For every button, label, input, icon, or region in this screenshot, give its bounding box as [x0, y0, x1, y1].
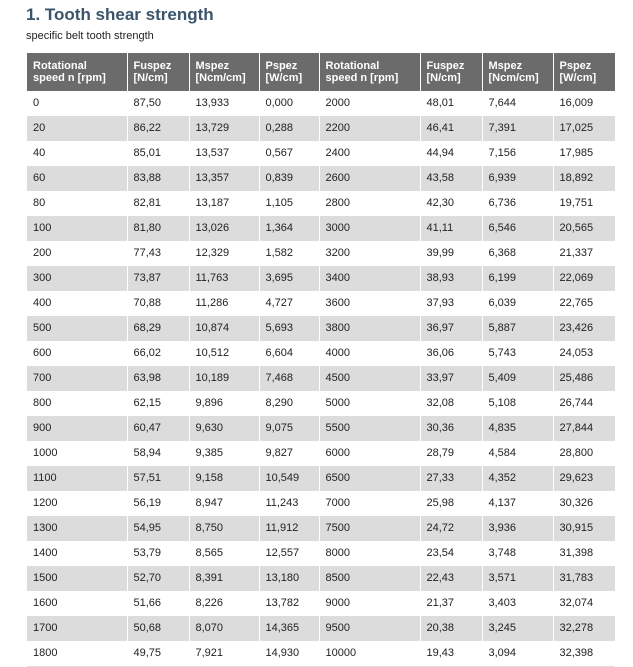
table-cell: 22,43 — [420, 566, 482, 591]
table-cell: 20 — [27, 116, 127, 141]
table-cell: 500 — [27, 316, 127, 341]
table-cell: 7000 — [319, 491, 420, 516]
table-cell: 8000 — [319, 541, 420, 566]
table-cell: 3600 — [319, 291, 420, 316]
column-header-line: Rotational — [325, 60, 380, 72]
table-cell: 5,108 — [482, 391, 553, 416]
column-header-line: [N/cm] — [133, 72, 168, 84]
table-cell: 6,604 — [259, 341, 319, 366]
table-cell: 16,009 — [553, 91, 615, 116]
table-cell: 3000 — [319, 216, 420, 241]
table-cell: 1,105 — [259, 191, 319, 216]
table-cell: 13,729 — [189, 116, 259, 141]
table-cell: 1300 — [27, 516, 127, 541]
table-cell: 63,98 — [127, 366, 189, 391]
table-cell: 10,189 — [189, 366, 259, 391]
column-header-line: Rotational — [33, 60, 87, 72]
table-cell: 83,88 — [127, 166, 189, 191]
table-cell: 17,985 — [553, 141, 615, 166]
table-row — [27, 141, 615, 166]
column-header — [420, 53, 482, 91]
header-row — [27, 53, 615, 91]
table-cell: 3,571 — [482, 566, 553, 591]
table-cell: 1200 — [27, 491, 127, 516]
table-cell: 4500 — [319, 366, 420, 391]
table-cell: 25,98 — [420, 491, 482, 516]
table-cell: 19,43 — [420, 641, 482, 667]
table-cell: 3,695 — [259, 266, 319, 291]
table-cell: 19,751 — [553, 191, 615, 216]
table-cell: 14,365 — [259, 616, 319, 641]
table-row — [27, 516, 615, 541]
table-cell: 10000 — [319, 641, 420, 667]
table-cell: 10,549 — [259, 466, 319, 491]
table-cell: 33,97 — [420, 366, 482, 391]
column-header-line: [Ncm/cm] — [195, 72, 246, 84]
table-header — [27, 53, 615, 91]
table-cell: 3,936 — [482, 516, 553, 541]
table-cell: 8,565 — [189, 541, 259, 566]
table-row — [27, 191, 615, 216]
table-body — [27, 91, 615, 667]
table-cell: 4,727 — [259, 291, 319, 316]
table-cell: 17,025 — [553, 116, 615, 141]
table-cell: 31,783 — [553, 566, 615, 591]
table-cell: 900 — [27, 416, 127, 441]
table-cell: 4,835 — [482, 416, 553, 441]
table-cell: 86,22 — [127, 116, 189, 141]
table-cell: 5500 — [319, 416, 420, 441]
table-cell: 1600 — [27, 591, 127, 616]
table-cell: 77,43 — [127, 241, 189, 266]
table-cell: 30,326 — [553, 491, 615, 516]
table-cell: 6,199 — [482, 266, 553, 291]
table-cell: 23,426 — [553, 316, 615, 341]
table-cell: 52,70 — [127, 566, 189, 591]
table-cell: 50,68 — [127, 616, 189, 641]
table-cell: 21,337 — [553, 241, 615, 266]
table-cell: 2000 — [319, 91, 420, 116]
column-header — [259, 53, 319, 91]
table-cell: 6,368 — [482, 241, 553, 266]
table-cell: 68,29 — [127, 316, 189, 341]
table-cell: 58,94 — [127, 441, 189, 466]
column-header-line: speed n [rpm] — [325, 72, 399, 84]
table-row — [27, 266, 615, 291]
table-cell: 37,93 — [420, 291, 482, 316]
table-cell: 62,15 — [127, 391, 189, 416]
table-row — [27, 91, 615, 116]
table-cell: 9,075 — [259, 416, 319, 441]
table-cell: 54,95 — [127, 516, 189, 541]
table-cell: 32,278 — [553, 616, 615, 641]
table-cell: 12,557 — [259, 541, 319, 566]
table-cell: 1,582 — [259, 241, 319, 266]
table-row — [27, 241, 615, 266]
table-cell: 8,226 — [189, 591, 259, 616]
table-cell: 27,33 — [420, 466, 482, 491]
table-cell: 10,512 — [189, 341, 259, 366]
table-row — [27, 391, 615, 416]
table-cell: 3400 — [319, 266, 420, 291]
table-cell: 11,243 — [259, 491, 319, 516]
tooth-strength-table — [27, 53, 615, 667]
table-cell: 87,50 — [127, 91, 189, 116]
table-cell: 29,623 — [553, 466, 615, 491]
table-cell: 23,54 — [420, 541, 482, 566]
table-cell: 80 — [27, 191, 127, 216]
column-header-line: [Ncm/cm] — [488, 72, 539, 84]
column-header-line: speed n [rpm] — [33, 72, 106, 84]
table-cell: 5,409 — [482, 366, 553, 391]
table-cell: 9,827 — [259, 441, 319, 466]
table-cell: 13,933 — [189, 91, 259, 116]
table-cell: 41,11 — [420, 216, 482, 241]
table-cell: 6500 — [319, 466, 420, 491]
table-cell: 13,782 — [259, 591, 319, 616]
column-header — [127, 53, 189, 91]
column-header — [27, 53, 127, 91]
column-header-line: [N/cm] — [426, 72, 461, 84]
page-title: 1. Tooth shear strength — [26, 5, 214, 24]
table-cell: 11,763 — [189, 266, 259, 291]
table-cell: 3,094 — [482, 641, 553, 667]
table-cell: 26,744 — [553, 391, 615, 416]
table-cell: 51,66 — [127, 591, 189, 616]
table-row — [27, 541, 615, 566]
table-cell: 12,329 — [189, 241, 259, 266]
table-cell: 0,567 — [259, 141, 319, 166]
table-cell: 2800 — [319, 191, 420, 216]
column-header-line: Pspez — [265, 60, 298, 72]
page-subtitle: specific belt tooth strength — [26, 30, 154, 42]
table-cell: 36,97 — [420, 316, 482, 341]
table-row — [27, 616, 615, 641]
table-row — [27, 591, 615, 616]
table-cell: 6,736 — [482, 191, 553, 216]
table-cell: 20,38 — [420, 616, 482, 641]
table-cell: 800 — [27, 391, 127, 416]
column-header-line: [W/cm] — [265, 72, 303, 84]
table-cell: 5000 — [319, 391, 420, 416]
table-cell: 7,156 — [482, 141, 553, 166]
table-row — [27, 291, 615, 316]
table-cell: 21,37 — [420, 591, 482, 616]
table-cell: 1000 — [27, 441, 127, 466]
table-cell: 0,288 — [259, 116, 319, 141]
table-cell: 8,750 — [189, 516, 259, 541]
table-cell: 66,02 — [127, 341, 189, 366]
table-cell: 100 — [27, 216, 127, 241]
table-cell: 73,87 — [127, 266, 189, 291]
table-cell: 44,94 — [420, 141, 482, 166]
column-header-line: Fuspez — [133, 60, 172, 72]
table-row — [27, 466, 615, 491]
table-cell: 43,58 — [420, 166, 482, 191]
table-cell: 3200 — [319, 241, 420, 266]
table-cell: 82,81 — [127, 191, 189, 216]
table-cell: 400 — [27, 291, 127, 316]
table-cell: 28,79 — [420, 441, 482, 466]
table-cell: 3,748 — [482, 541, 553, 566]
table-cell: 8,947 — [189, 491, 259, 516]
table-cell: 70,88 — [127, 291, 189, 316]
table-cell: 32,398 — [553, 641, 615, 667]
table-cell: 13,357 — [189, 166, 259, 191]
table-cell: 14,930 — [259, 641, 319, 667]
table-cell: 3,245 — [482, 616, 553, 641]
table-cell: 85,01 — [127, 141, 189, 166]
column-header — [482, 53, 553, 91]
table-cell: 1100 — [27, 466, 127, 491]
table-cell: 3800 — [319, 316, 420, 341]
table-cell: 38,93 — [420, 266, 482, 291]
table-cell: 600 — [27, 341, 127, 366]
table-cell: 36,06 — [420, 341, 482, 366]
table-cell: 30,36 — [420, 416, 482, 441]
column-header-line: Mspez — [488, 60, 523, 72]
table-cell: 4,352 — [482, 466, 553, 491]
table-cell: 27,844 — [553, 416, 615, 441]
table-cell: 8,391 — [189, 566, 259, 591]
table-cell: 0,839 — [259, 166, 319, 191]
table-cell: 32,08 — [420, 391, 482, 416]
table-cell: 24,72 — [420, 516, 482, 541]
table-cell: 6,939 — [482, 166, 553, 191]
table-cell: 60 — [27, 166, 127, 191]
column-header — [319, 53, 420, 91]
column-header-line: [W/cm] — [559, 72, 597, 84]
table-cell: 8,070 — [189, 616, 259, 641]
table-cell: 8,290 — [259, 391, 319, 416]
table-cell: 25,486 — [553, 366, 615, 391]
table-row — [27, 166, 615, 191]
table-row — [27, 641, 615, 667]
table-row — [27, 341, 615, 366]
table-cell: 5,743 — [482, 341, 553, 366]
table-cell: 57,51 — [127, 466, 189, 491]
table-cell: 4,137 — [482, 491, 553, 516]
table-cell: 39,99 — [420, 241, 482, 266]
table-row — [27, 216, 615, 241]
table-cell: 0,000 — [259, 91, 319, 116]
table-cell: 9000 — [319, 591, 420, 616]
table-cell: 40 — [27, 141, 127, 166]
table-cell: 49,75 — [127, 641, 189, 667]
table-cell: 4000 — [319, 341, 420, 366]
table-cell: 1500 — [27, 566, 127, 591]
table-cell: 60,47 — [127, 416, 189, 441]
table-cell: 22,765 — [553, 291, 615, 316]
table-cell: 9,896 — [189, 391, 259, 416]
table-cell: 0 — [27, 91, 127, 116]
table-cell: 300 — [27, 266, 127, 291]
table-row — [27, 366, 615, 391]
column-header-line: Mspez — [195, 60, 230, 72]
table-row — [27, 116, 615, 141]
table-cell: 7,391 — [482, 116, 553, 141]
table-cell: 13,187 — [189, 191, 259, 216]
table-cell: 22,069 — [553, 266, 615, 291]
table-cell: 32,074 — [553, 591, 615, 616]
table-cell: 28,800 — [553, 441, 615, 466]
table-cell: 7,468 — [259, 366, 319, 391]
table-row — [27, 316, 615, 341]
table-cell: 200 — [27, 241, 127, 266]
table-cell: 4,584 — [482, 441, 553, 466]
table-cell: 81,80 — [127, 216, 189, 241]
table-cell: 2400 — [319, 141, 420, 166]
table-cell: 56,19 — [127, 491, 189, 516]
table-cell: 1400 — [27, 541, 127, 566]
table-cell: 13,537 — [189, 141, 259, 166]
table-cell: 9500 — [319, 616, 420, 641]
table-cell: 31,398 — [553, 541, 615, 566]
table-cell: 8500 — [319, 566, 420, 591]
table-cell: 9,158 — [189, 466, 259, 491]
table-cell: 1800 — [27, 641, 127, 667]
table-cell: 2600 — [319, 166, 420, 191]
table-row — [27, 441, 615, 466]
table-cell: 24,053 — [553, 341, 615, 366]
table-cell: 1700 — [27, 616, 127, 641]
table-cell: 9,630 — [189, 416, 259, 441]
table-cell: 11,912 — [259, 516, 319, 541]
table-cell: 6000 — [319, 441, 420, 466]
table-cell: 11,286 — [189, 291, 259, 316]
table-cell: 3,403 — [482, 591, 553, 616]
table-cell: 9,385 — [189, 441, 259, 466]
table-cell: 42,30 — [420, 191, 482, 216]
column-header — [189, 53, 259, 91]
table-row — [27, 416, 615, 441]
table-cell: 5,887 — [482, 316, 553, 341]
table-cell: 700 — [27, 366, 127, 391]
column-header-line: Fuspez — [426, 60, 465, 72]
table-cell: 7500 — [319, 516, 420, 541]
table-cell: 1,364 — [259, 216, 319, 241]
table-cell: 13,026 — [189, 216, 259, 241]
table-row — [27, 566, 615, 591]
table-cell: 6,039 — [482, 291, 553, 316]
table-cell: 2200 — [319, 116, 420, 141]
table-cell: 13,180 — [259, 566, 319, 591]
table-cell: 53,79 — [127, 541, 189, 566]
table-cell: 20,565 — [553, 216, 615, 241]
table-cell: 7,644 — [482, 91, 553, 116]
table-row — [27, 491, 615, 516]
table-cell: 30,915 — [553, 516, 615, 541]
table-cell: 48,01 — [420, 91, 482, 116]
table-cell: 10,874 — [189, 316, 259, 341]
table-cell: 6,546 — [482, 216, 553, 241]
table-cell: 46,41 — [420, 116, 482, 141]
table-cell: 7,921 — [189, 641, 259, 667]
column-header — [553, 53, 615, 91]
column-header-line: Pspez — [559, 60, 592, 72]
table-cell: 18,892 — [553, 166, 615, 191]
table-cell: 5,693 — [259, 316, 319, 341]
